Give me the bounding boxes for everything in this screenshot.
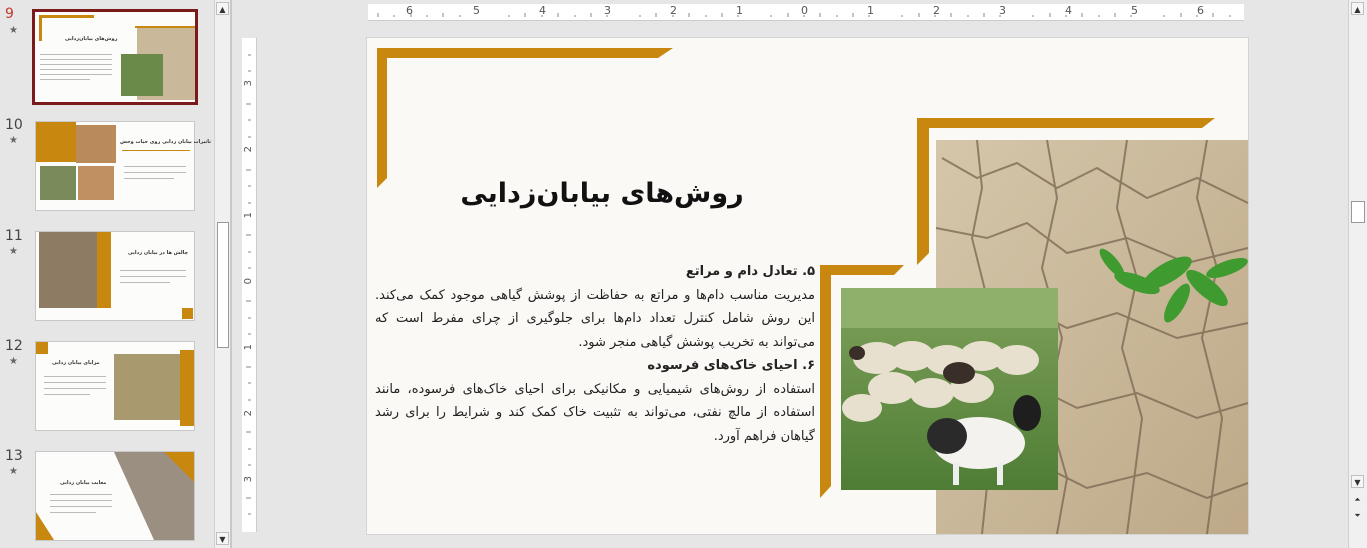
section-heading: ۶. احیای خاک‌های فرسوده (647, 358, 815, 373)
thumbnail-title: روش‌های بیابان‌زدایی (65, 36, 118, 42)
scroll-thumb[interactable] (1351, 201, 1365, 223)
ruler-number: 1 (867, 4, 874, 17)
thumbnail-number: 9 (5, 6, 14, 22)
scroll-down-icon[interactable]: ▼ (216, 532, 229, 545)
slide-canvas[interactable] (366, 37, 1249, 535)
ruler-number: 0 (801, 4, 808, 17)
thumbnail-slide-10[interactable] (35, 121, 212, 211)
thumbnail-number: 11 (5, 228, 23, 244)
dust-storm-image (39, 232, 97, 308)
ruler-number: 2 (243, 146, 254, 153)
next-slide-icon[interactable]: ⏷ (1354, 511, 1361, 520)
planted-desert-image (114, 354, 180, 420)
thumbnail-title: مزایای بیابان زدایی (52, 360, 100, 366)
ruler-number: 3 (243, 476, 254, 483)
ruler-number: 2 (243, 410, 254, 417)
ruler-number: 5 (1131, 4, 1138, 17)
thumbnail-number: 10 (5, 117, 23, 133)
ruler-number: 2 (933, 4, 940, 17)
ruler-number: 0 (243, 278, 254, 285)
ruler-ticks (242, 38, 256, 532)
slide-body-text[interactable] (375, 260, 815, 448)
ruler-number: 4 (539, 4, 546, 17)
thumbnail-number: 13 (5, 448, 23, 464)
ruler-number: 6 (1197, 4, 1204, 17)
sheep-image (40, 166, 76, 200)
animation-star-icon: ★ (9, 466, 18, 477)
thumbnail-slide-11[interactable] (35, 231, 195, 321)
section-paragraph: استفاده از روش‌های شیمیایی و مکانیکی برای احیای خاک‌های فرسوده، مانند استفاده از مالچ نفتی، می‌تواند به تثبیت خاک کمک کند و شرایط را برای رشد گیاهان فراهم آورد. (375, 381, 815, 444)
slide-title[interactable]: روش‌های بیابان‌زدایی (460, 178, 744, 209)
thumbnail-number: 12 (5, 338, 23, 354)
animation-star-icon: ★ (9, 25, 18, 36)
ruler-number: 5 (473, 4, 480, 17)
pane-splitter[interactable] (230, 0, 232, 548)
ruler-number: 2 (670, 4, 677, 17)
vertical-ruler[interactable] (242, 38, 257, 532)
ruler-number: 6 (406, 4, 413, 17)
ruler-number: 3 (999, 4, 1006, 17)
thumbnail-title: معایب بیابان زدایی (60, 480, 107, 486)
ruler-number: 1 (243, 344, 254, 351)
ruler-number: 1 (736, 4, 743, 17)
section-paragraph: مدیریت مناسب دام‌ها و مراتع به حفاظت از پوشش گیاهی موجود کمک می‌کند. این روش شامل کنترل تعداد دام‌ها برای جلوگیری از چرای مفرط است که می‌تواند به تخریب پوشش گیاهی منجر شود. (375, 287, 815, 350)
editor-scrollbar[interactable] (1348, 0, 1367, 548)
ruler-number: 1 (243, 212, 254, 219)
thumbnail-slide-12[interactable] (35, 341, 195, 431)
animation-star-icon: ★ (9, 246, 18, 257)
slide-thumbnail-pane (0, 0, 214, 548)
animation-star-icon: ★ (9, 135, 18, 146)
thumbnail-slide-13[interactable] (35, 451, 195, 541)
cracked-earth-image (76, 125, 116, 163)
previous-slide-icon[interactable]: ⏶ (1354, 495, 1361, 504)
thumbnail-slide-9[interactable] (32, 9, 198, 105)
thumbnail-scrollbar[interactable] (214, 0, 231, 548)
animation-star-icon: ★ (9, 356, 18, 367)
ruler-number: 3 (604, 4, 611, 17)
sheep-image (121, 54, 163, 96)
ruler-number: 4 (1065, 4, 1072, 17)
scroll-up-icon[interactable]: ▲ (1351, 2, 1364, 15)
thumbnail-shapes (36, 452, 194, 540)
thumbnail-title: چالش ها در بیابان زدایی (128, 250, 189, 256)
sheep-image (841, 288, 1058, 490)
scroll-down-icon[interactable]: ▼ (1351, 475, 1364, 488)
thumbnail-title: تاثیرات بیابان زدایی روی حیات وحش (120, 139, 212, 145)
fox-image (78, 166, 114, 200)
scroll-thumb[interactable] (217, 222, 229, 348)
scroll-up-icon[interactable]: ▲ (216, 2, 229, 15)
ruler-number: 3 (243, 80, 254, 87)
section-heading: ۵. تعادل دام و مراتع (685, 264, 815, 279)
horizontal-ruler[interactable] (368, 4, 1244, 21)
